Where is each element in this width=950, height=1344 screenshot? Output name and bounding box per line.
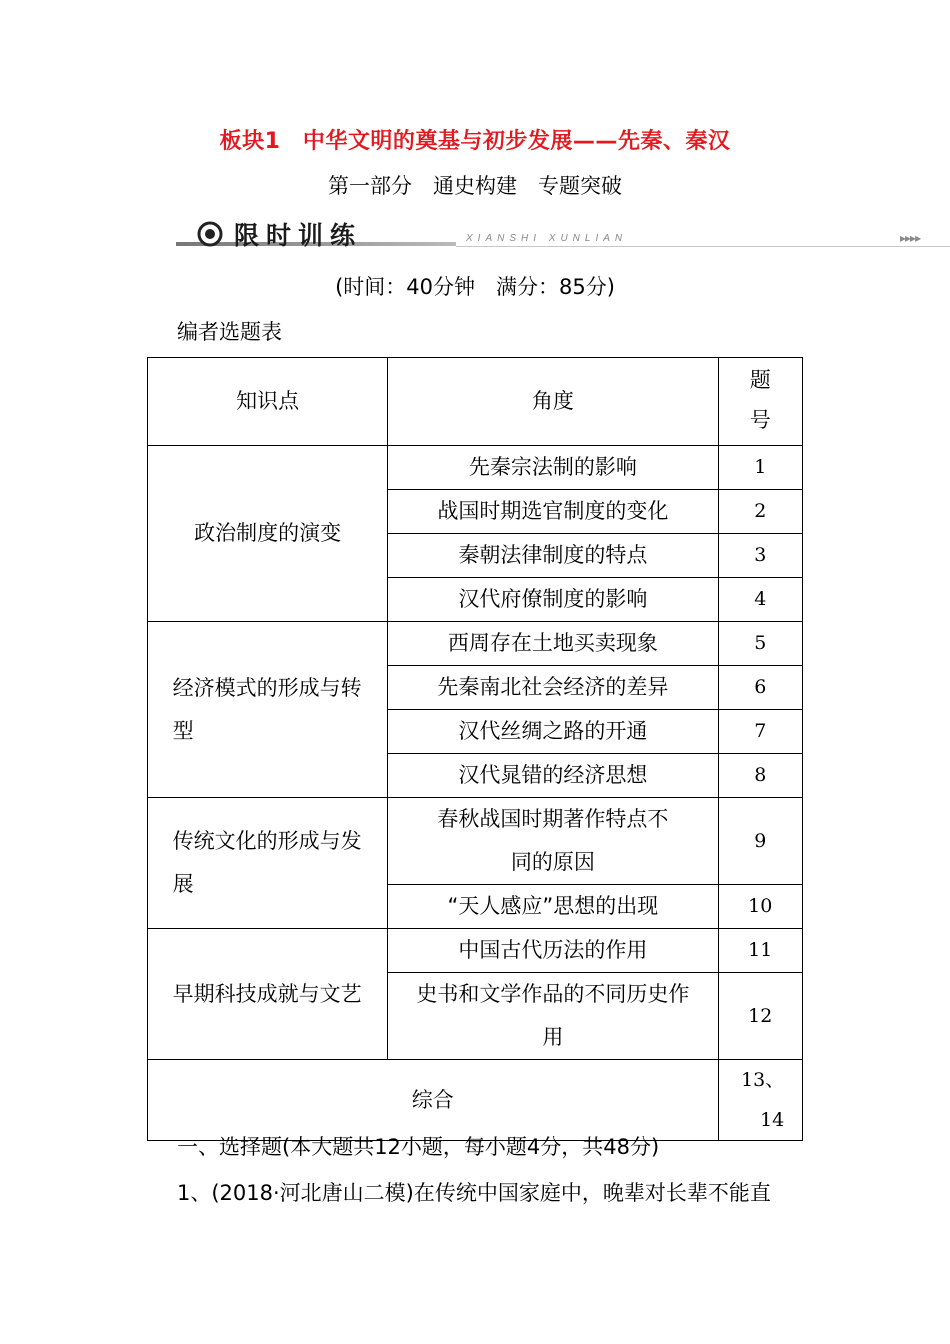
- angle-cell: 西周存在土地买卖现象: [388, 622, 718, 666]
- angle-cell: [388, 973, 718, 1060]
- angle-cell: 中国古代历法的作用: [388, 929, 718, 973]
- angle-cell: 秦朝法律制度的特点: [388, 534, 718, 578]
- header-angle: 角度: [388, 358, 718, 446]
- summary-label: 综合: [148, 1060, 719, 1141]
- knowledge-text: 传统文化的形成与发展: [172, 829, 362, 896]
- document-title: 板块1 中华文明的奠基与初步发展——先秦、秦汉: [219, 129, 731, 154]
- angle-cell: 汉代丝绸之路的开通: [388, 710, 718, 754]
- number-cell: 5: [718, 622, 803, 666]
- number-cell: 3: [718, 534, 803, 578]
- angle-cell: 先秦南北社会经济的差异: [388, 666, 718, 710]
- angle-cell: 汉代府僚制度的影响: [388, 578, 718, 622]
- knowledge-text: 早期科技成就与文艺: [172, 981, 362, 1006]
- summary-number-text: 13、14: [741, 1069, 785, 1131]
- header-knowledge: 知识点: [148, 358, 388, 446]
- knowledge-cell: 政治制度的演变: [148, 446, 388, 622]
- number-cell: 12: [718, 973, 803, 1060]
- banner-pinyin: XIANSHI XUNLIAN: [466, 233, 628, 244]
- angle-cell: 战国时期选官制度的变化: [388, 490, 718, 534]
- arrows-icon: ▸▸▸▸: [900, 231, 921, 245]
- table-row: [148, 622, 803, 666]
- number-cell: 2: [718, 490, 803, 534]
- header-number: [718, 358, 803, 446]
- table-row: [148, 446, 803, 490]
- header-number-text: 题号: [749, 368, 771, 432]
- angle-text: 春秋战国时期著作特点不同的原因: [437, 807, 669, 874]
- table-row: [148, 929, 803, 973]
- number-cell: 4: [718, 578, 803, 622]
- number-cell: 10: [718, 885, 803, 929]
- clock-icon: [197, 221, 223, 247]
- angle-cell: 先秦宗法制的影响: [388, 446, 718, 490]
- number-cell: 6: [718, 666, 803, 710]
- section-heading: 一、选择题(本大题共12小题，每小题4分，共48分): [177, 1135, 660, 1159]
- document-subtitle: 第一部分 通史构建 专题突破: [328, 174, 622, 198]
- time-and-score: (时间：40分钟 满分：85分): [335, 275, 615, 299]
- banner-label: 限时训练: [234, 221, 363, 250]
- section-banner: [176, 213, 950, 255]
- table-header-row: [148, 358, 803, 446]
- angle-cell: 汉代晁错的经济思想: [388, 754, 718, 798]
- banner-thin-line: [456, 246, 950, 247]
- question-1: 1、(2018·河北唐山二模)在传统中国家庭中，晚辈对长辈不能直: [177, 1181, 771, 1205]
- number-cell: 9: [718, 798, 803, 885]
- question-selection-table: [147, 357, 803, 1141]
- angle-text: 史书和文学作品的不同历史作用: [416, 982, 690, 1049]
- table-summary-row: [148, 1060, 803, 1141]
- angle-cell: [388, 798, 718, 885]
- knowledge-cell: [148, 929, 388, 1060]
- number-cell: 1: [718, 446, 803, 490]
- number-cell: 8: [718, 754, 803, 798]
- summary-number: [718, 1060, 803, 1141]
- angle-cell: “天人感应”思想的出现: [388, 885, 718, 929]
- knowledge-text: 经济模式的形成与转型: [172, 675, 362, 743]
- knowledge-cell: [148, 622, 388, 798]
- number-cell: 7: [718, 710, 803, 754]
- number-cell: 11: [718, 929, 803, 973]
- table-caption: 编者选题表: [177, 320, 282, 344]
- table-row: [148, 798, 803, 885]
- knowledge-cell: [148, 798, 388, 929]
